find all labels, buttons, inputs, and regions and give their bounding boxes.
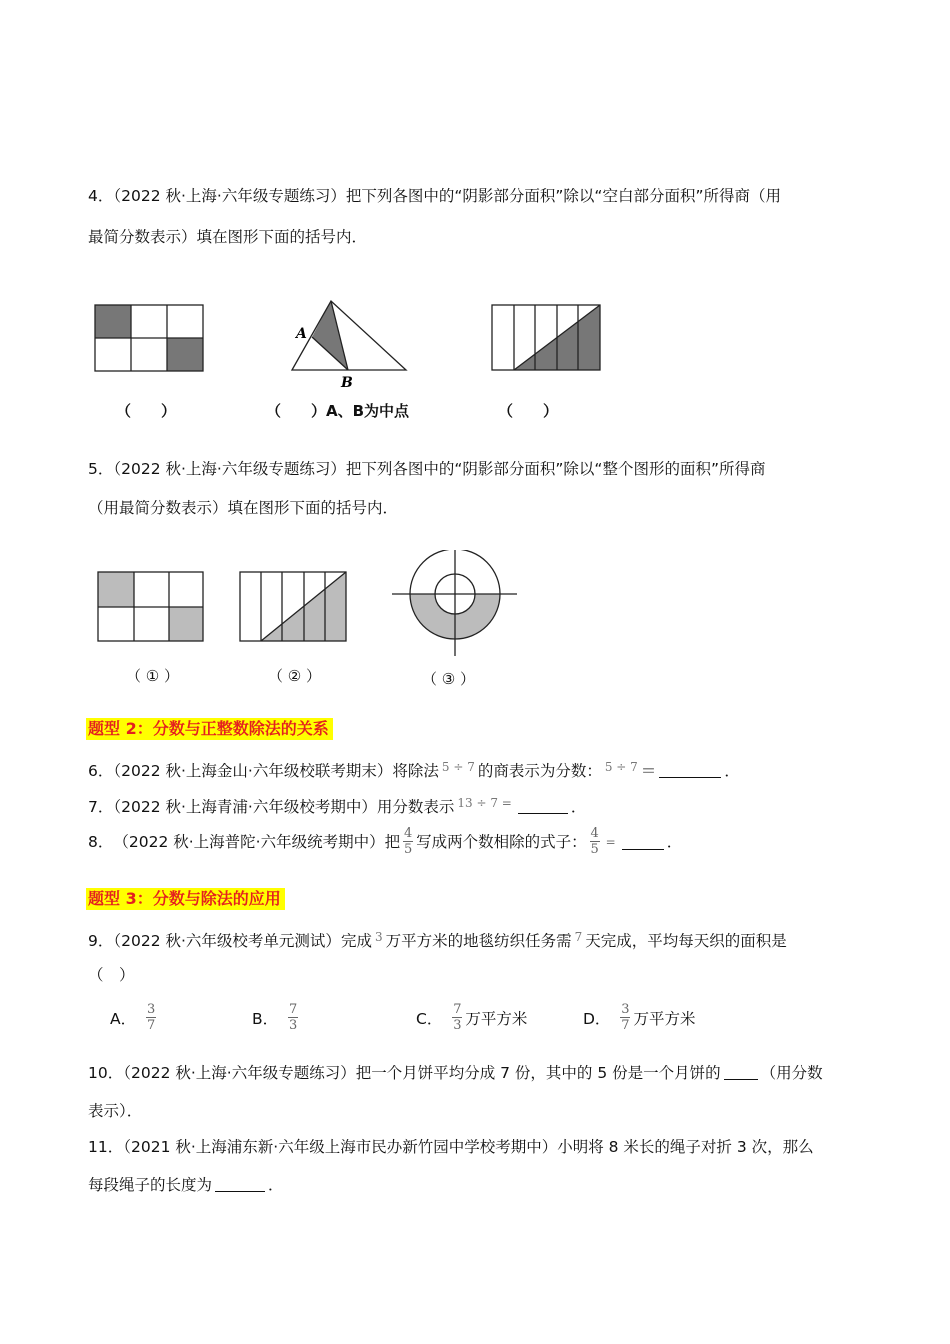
q4-source: （2022 秋·上海·六年级专题练习） — [113, 187, 346, 205]
point-b-label: B — [341, 375, 353, 390]
q6-line — [88, 756, 740, 782]
q11-line1 — [88, 1136, 814, 1158]
q9-number-3: 3 — [374, 930, 383, 944]
option-b-num: 7 — [289, 1002, 298, 1017]
option-d-fraction — [620, 1002, 630, 1033]
section-heading-3: 题型 3：分数与除法的应用 — [86, 888, 285, 910]
q11-source: （2021 秋·上海浦东新·六年级上海市民办新竹园中学校考期中） — [123, 1138, 558, 1156]
q8-frac2-den: 5 — [590, 842, 599, 857]
option-c-fraction — [452, 1002, 462, 1033]
option-b-label: B． — [252, 1009, 279, 1028]
q4-figures — [0, 290, 950, 390]
q4-caption-2: （ ）A、B为中点 — [266, 402, 410, 420]
q8-equals: = — [605, 834, 616, 849]
q6-answer-blank[interactable] — [659, 761, 721, 778]
q8-frac2-num: 4 — [590, 826, 599, 841]
q9-option-d[interactable] — [583, 1002, 695, 1033]
option-c-num: 7 — [453, 1002, 462, 1017]
q5-line1 — [88, 458, 765, 480]
q7-expression: 13 ÷ 7 = — [457, 796, 512, 810]
q7-number: 7． — [88, 798, 114, 816]
q8-answer-blank[interactable] — [622, 833, 664, 850]
q5-caption-2: （ ② ） — [268, 667, 321, 685]
q11-text2: 每段绳子的长度为 — [88, 1176, 213, 1194]
q7-end: ． — [570, 798, 587, 816]
q6-text1: 将除法 — [392, 762, 439, 780]
q8-number: 8． — [88, 832, 114, 851]
q5-caption-1: （ ① ） — [126, 667, 179, 685]
q7-answer-blank[interactable] — [518, 797, 568, 814]
option-a-den: 7 — [146, 1018, 156, 1033]
q5-line2: （用最简分数表示）填在图形下面的括号内． — [88, 499, 399, 517]
q10-text-after: （用分数 — [760, 1064, 823, 1082]
q9-text2: 万平方米的地毯纺织任务需 — [385, 932, 572, 950]
option-c-den: 3 — [453, 1018, 462, 1033]
q9-option-b[interactable] — [252, 1002, 301, 1033]
q8-frac-num: 4 — [403, 826, 413, 841]
q4-caption-3: （ ） — [498, 402, 559, 420]
q8-fraction — [403, 826, 413, 857]
q8-text2: 写成两个数相除的式子： — [416, 832, 587, 851]
q8-frac-den: 5 — [403, 842, 413, 857]
section-heading-2: 题型 2：分数与正整数除法的关系 — [86, 718, 333, 740]
option-d-label: D． — [583, 1009, 611, 1028]
q5-figure-ring — [392, 550, 517, 656]
option-d-unit: 万平方米 — [633, 1009, 696, 1028]
q6-source: （2022 秋·上海金山·六年级校联考期末） — [113, 762, 393, 780]
q5-text: 把下列各图中的“阴影部分面积”除以“整个图形的面积”所得商 — [345, 460, 766, 478]
q7-line — [88, 792, 586, 818]
q9-number-7: 7 — [574, 930, 583, 944]
q10-line2: 表示）． — [88, 1102, 143, 1120]
q7-text1: 用分数表示 — [376, 798, 455, 816]
q5-figure-trapezoid — [240, 572, 346, 641]
q5-source: （2022 秋·上海·六年级专题练习） — [113, 460, 346, 478]
q4-caption-1: （ ） — [116, 402, 177, 420]
option-b-fraction — [288, 1002, 298, 1033]
q4-number: 4． — [88, 187, 114, 205]
q8-source: （2022 秋·上海普陀·六年级统考期中） — [113, 832, 385, 851]
q5-number: 5． — [88, 460, 114, 478]
option-a-label: A． — [110, 1009, 137, 1028]
point-a-label: A — [296, 326, 307, 342]
q5-caption-3: （ ③ ） — [422, 670, 475, 688]
q9-number: 9． — [88, 932, 114, 950]
q6-expression: 5 ÷ 7 — [441, 760, 475, 774]
q6-end: ． — [724, 762, 740, 780]
q4-figure-grid — [95, 305, 203, 371]
q10-number: 10． — [88, 1064, 124, 1082]
q6-expression-2: 5 ÷ 7 — [604, 760, 638, 774]
q4-figure-trapezoid — [492, 305, 600, 370]
q9-text1: 完成 — [340, 932, 372, 950]
q11-answer-blank[interactable] — [215, 1175, 265, 1192]
q5-figure-grid — [98, 572, 203, 641]
q11-number: 11． — [88, 1138, 124, 1156]
option-a-num: 3 — [146, 1002, 156, 1017]
q9-source: （2022 秋·六年级校考单元测试） — [113, 932, 341, 950]
option-d-den: 7 — [621, 1018, 630, 1033]
q6-number: 6． — [88, 762, 114, 780]
q11-text: 小明将 8 米长的绳子对折 3 次，那么 — [557, 1138, 814, 1156]
q11-line2 — [88, 1174, 284, 1196]
option-c-unit: 万平方米 — [465, 1009, 528, 1028]
q10-source: （2022 秋·上海·六年级专题练习） — [123, 1064, 356, 1082]
q6-text2: 的商表示为分数： — [477, 762, 602, 780]
q4-figure-triangle — [292, 301, 406, 390]
q9-line1 — [88, 926, 787, 952]
q8-fraction-2 — [590, 826, 600, 857]
option-d-num: 3 — [621, 1002, 630, 1017]
q9-option-a[interactable] — [110, 1002, 159, 1033]
q10-line1 — [88, 1062, 823, 1084]
option-c-label: C． — [416, 1009, 443, 1028]
option-a-fraction — [146, 1002, 156, 1033]
q6-equals: ＝ — [640, 762, 657, 780]
q10-answer-blank[interactable] — [724, 1063, 758, 1080]
q10-text: 把一个月饼平均分成 7 份，其中的 5 份是一个月饼的 — [355, 1064, 721, 1082]
q4-line1 — [88, 185, 781, 207]
q9-option-c[interactable] — [416, 1002, 527, 1033]
q8-text1: 把 — [384, 832, 401, 851]
q11-end: ． — [268, 1176, 284, 1194]
q4-line2: 最简分数表示）填在图形下面的括号内． — [88, 228, 368, 246]
q9-text3: 天完成，平均每天织的面积是 — [585, 932, 787, 950]
q9-bracket: （ ） — [88, 966, 135, 984]
q4-text: 把下列各图中的“阴影部分面积”除以“空白部分面积”所得商（用 — [345, 187, 781, 205]
q8-line — [88, 826, 682, 857]
q8-end: ． — [666, 832, 683, 851]
q7-source: （2022 秋·上海青浦·六年级校考期中） — [113, 798, 377, 816]
option-b-den: 3 — [289, 1018, 298, 1033]
